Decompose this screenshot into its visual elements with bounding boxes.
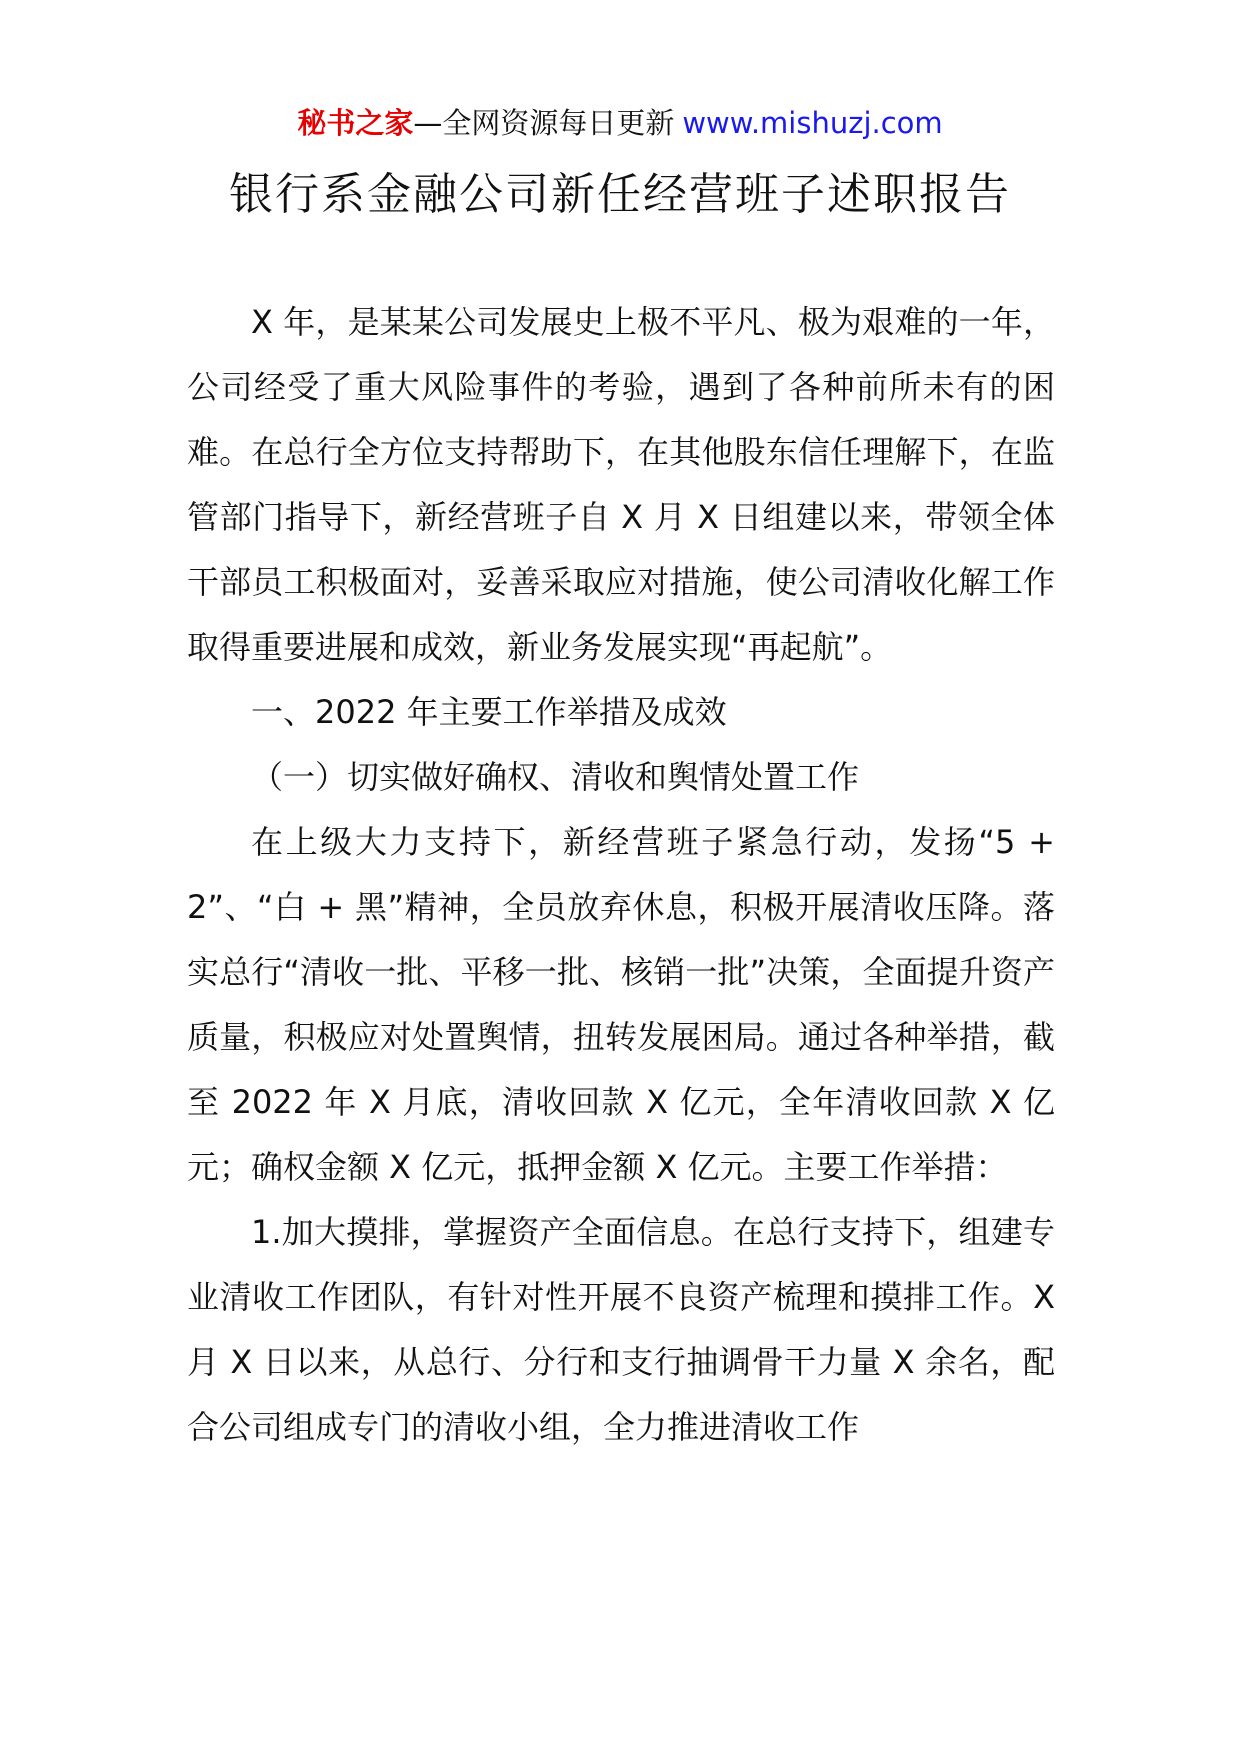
brand-name: 秘书之家 — [297, 106, 414, 140]
document-body — [187, 290, 1055, 1460]
subsection-heading: （一）切实做好确权、清收和舆情处置工作 — [251, 758, 860, 796]
site-header — [0, 103, 1240, 143]
header-tagline: —全网资源每日更新 — [413, 106, 675, 140]
paragraph-clearance: 在上级大力支持下，新经营班子紧急行动，发扬“5 + 2”、“白 + 黑”精神，全员放弃休息，积极开展清收压降。落实总行“清收一批、平移一批、核销一批”决策，全面提升资产质量，积极应对处置舆情，扭转发展困局。通过各种举措，截至 2022 年 X 月底，清收回款 X 亿元，全年清收回款 X 亿元；确权金额 X 亿元，抵押金额 X 亿元。主要工作举措： — [187, 823, 1055, 1186]
section-heading: 一、2022 年主要工作举措及成效 — [251, 693, 727, 731]
document-title: 银行系金融公司新任经营班子述职报告 — [229, 169, 1011, 220]
website-link[interactable]: www.mishuzj.com — [682, 106, 943, 140]
paragraph-measure-1: 1.加大摸排，掌握资产全面信息。在总行支持下，组建专业清收工作团队，有针对性开展不良资产梳理和摸排工作。X 月 X 日以来，从总行、分行和支行抽调骨干力量 X 余名，配合公司组成专门的清收小组，全力推进清收工作 — [187, 1213, 1055, 1446]
paragraph-intro: X 年，是某某公司发展史上极不平凡、极为艰难的一年，公司经受了重大风险事件的考验，遇到了各种前所未有的困难。在总行全方位支持帮助下，在其他股东信任理解下，在监管部门指导下，新经营班子自 X 月 X 日组建以来，带领全体干部员工积极面对，妥善采取应对措施，使公司清收化解工作取得重要进展和成效，新业务发展实现“再起航”。 — [187, 303, 1055, 666]
